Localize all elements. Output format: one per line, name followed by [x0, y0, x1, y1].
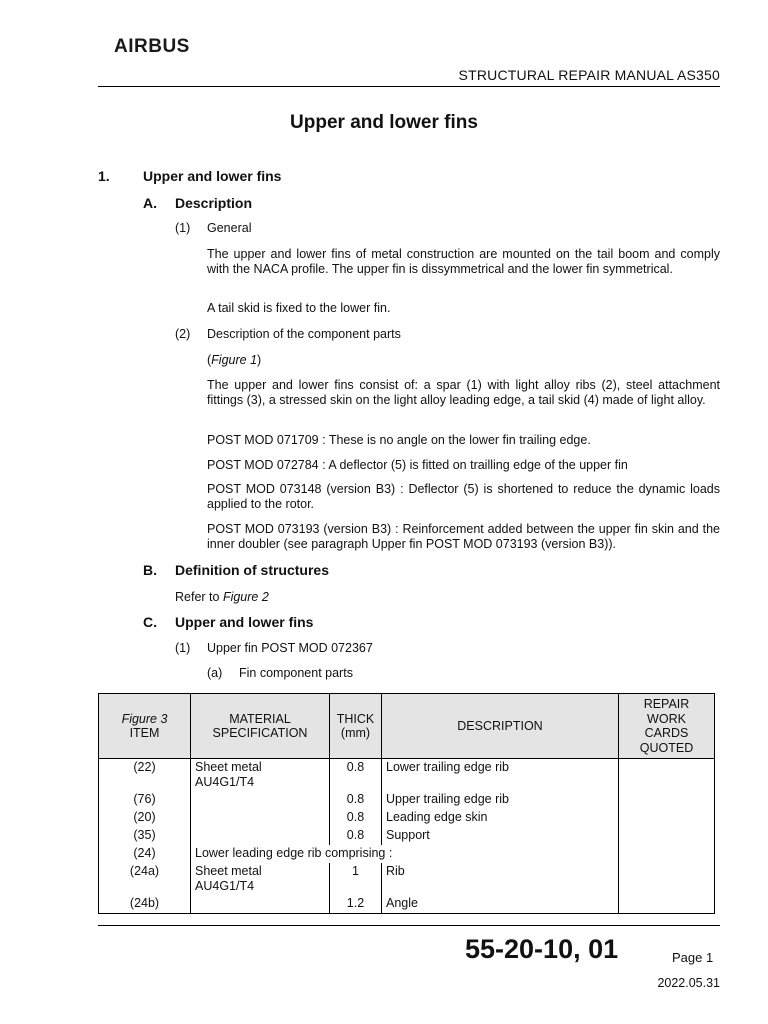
header-repair-line1: REPAIR — [643, 697, 690, 711]
table-row — [99, 845, 715, 863]
cell-thick: 0.8 — [330, 791, 382, 809]
header-item-figure-link[interactable]: Figure 3 — [121, 711, 168, 726]
document-code: 55-20-10, 01 — [465, 934, 619, 964]
table-row — [99, 895, 715, 914]
figure-1-reference[interactable] — [207, 353, 720, 368]
cell-thick: 1 — [330, 863, 382, 895]
fig-ref-open: ( — [207, 353, 212, 367]
cell-repair — [619, 759, 715, 792]
paragraph-mod-073193: POST MOD 073193 (version B3) : Reinforcement added between the upper fin skin and the inner doubler (see paragraph Upper fin POST MOD 073193 (version B3)). — [207, 522, 720, 551]
cell-description: Rib — [382, 863, 619, 895]
header-material-line1: MATERIAL — [229, 711, 291, 726]
parts-table — [98, 693, 715, 914]
cell-material — [191, 809, 330, 827]
subsection-a-letter: A. — [143, 195, 157, 211]
header-material — [191, 694, 330, 759]
manual-title: STRUCTURAL REPAIR MANUAL AS350 — [458, 67, 720, 83]
cell-thick: 0.8 — [330, 759, 382, 792]
cell-thick: 0.8 — [330, 827, 382, 845]
subsection-b-title: Definition of structures — [175, 562, 330, 578]
refer-text: Refer to — [175, 590, 223, 604]
header-description: DESCRIPTION — [382, 694, 619, 759]
item-a2-title: Description of the component parts — [207, 327, 401, 341]
item-c1-number: (1) — [175, 641, 191, 655]
header-item — [99, 694, 191, 759]
airbus-logo: AIRBUS — [114, 36, 190, 57]
cell-item: (24) — [99, 845, 191, 863]
cell-description: Support — [382, 827, 619, 845]
subsection-a-title: Description — [175, 195, 253, 211]
header-thick — [330, 694, 382, 759]
table-row — [99, 759, 715, 792]
cell-item: (20) — [99, 809, 191, 827]
table-row — [99, 863, 715, 895]
cell-repair — [619, 895, 715, 914]
item-a2-number: (2) — [175, 327, 191, 341]
item-c1a-letter: (a) — [207, 666, 223, 680]
figure-2-link[interactable]: Figure 2 — [222, 590, 269, 604]
cell-material — [191, 895, 330, 914]
page-number: Page 1 — [672, 950, 714, 965]
cell-item: (76) — [99, 791, 191, 809]
subsection-c-title: Upper and lower fins — [175, 614, 314, 630]
cell-material — [191, 863, 330, 895]
material-line2: AU4G1/T4 — [195, 878, 255, 893]
cell-repair — [619, 863, 715, 895]
header-thick-line1: THICK — [336, 711, 375, 726]
cell-repair — [619, 791, 715, 809]
header-item-label: ITEM — [129, 726, 160, 740]
cell-description: Angle — [382, 895, 619, 914]
header-repair-line4: QUOTED — [639, 740, 694, 755]
paragraph-components: The upper and lower fins consist of: a spar (1) with light alloy ribs (2), steel attachment fittings (3), a stressed skin on the light alloy leading edge, a tail skid (4) made of light alloy. — [207, 378, 720, 407]
fig-ref-close: ) — [257, 353, 262, 367]
cell-repair — [619, 845, 715, 863]
cell-repair — [619, 809, 715, 827]
cell-item: (24a) — [99, 863, 191, 895]
header-repair — [619, 694, 715, 759]
paragraph-tail-skid: A tail skid is fixed to the lower fin. — [207, 301, 391, 315]
refer-figure-2[interactable] — [175, 590, 269, 604]
material-line2: AU4G1/T4 — [195, 774, 255, 789]
material-line1: Sheet metal — [195, 760, 262, 774]
item-a1-number: (1) — [175, 221, 191, 235]
header-divider — [98, 86, 720, 87]
header-repair-line2: WORK — [647, 711, 686, 726]
section-title: Upper and lower fins — [143, 168, 282, 184]
cell-material — [191, 791, 330, 809]
paragraph-mod-072784: POST MOD 072784 : A deflector (5) is fitted on trailling edge of the upper fin — [207, 458, 628, 472]
paragraph-mod-071709: POST MOD 071709 : These is no angle on the lower fin trailing edge. — [207, 433, 591, 447]
cell-material — [191, 759, 330, 792]
material-line1: Sheet metal — [195, 864, 262, 878]
cell-thick: 0.8 — [330, 809, 382, 827]
item-c1a-title: Fin component parts — [239, 666, 353, 680]
fig-ref-link[interactable]: Figure 1 — [211, 353, 258, 367]
subsection-c-letter: C. — [143, 614, 157, 630]
cell-description: Upper trailing edge rib — [382, 791, 619, 809]
item-c1-title: Upper fin POST MOD 072367 — [207, 641, 373, 655]
cell-span-description: Lower leading edge rib comprising : — [191, 845, 619, 863]
revision-date: 2022.05.31 — [657, 976, 720, 990]
cell-repair — [619, 827, 715, 845]
subsection-b-letter: B. — [143, 562, 157, 578]
header-thick-line2: (mm) — [340, 726, 371, 740]
table-row — [99, 791, 715, 809]
cell-thick: 1.2 — [330, 895, 382, 914]
header-material-line2: SPECIFICATION — [212, 726, 308, 740]
cell-description: Leading edge skin — [382, 809, 619, 827]
table-header-row — [99, 694, 715, 759]
cell-item: (22) — [99, 759, 191, 792]
cell-description: Lower trailing edge rib — [382, 759, 619, 792]
cell-material — [191, 827, 330, 845]
table-row — [99, 809, 715, 827]
cell-item: (24b) — [99, 895, 191, 914]
table-row — [99, 827, 715, 845]
paragraph-mod-073148: POST MOD 073148 (version B3) : Deflector (5) is shortened to reduce the dynamic loads applied to the rotor. — [207, 482, 720, 511]
item-a1-title: General — [207, 221, 252, 235]
cell-item: (35) — [99, 827, 191, 845]
section-number: 1. — [98, 168, 110, 184]
paragraph-general: The upper and lower fins of metal construction are mounted on the tail boom and comply with the NACA profile. The upper fin is dissymmetrical and the lower fin symmetrical. — [207, 247, 720, 276]
footer-divider — [98, 925, 720, 926]
page-title: Upper and lower fins — [290, 112, 478, 133]
header-repair-line3: CARDS — [644, 726, 689, 740]
